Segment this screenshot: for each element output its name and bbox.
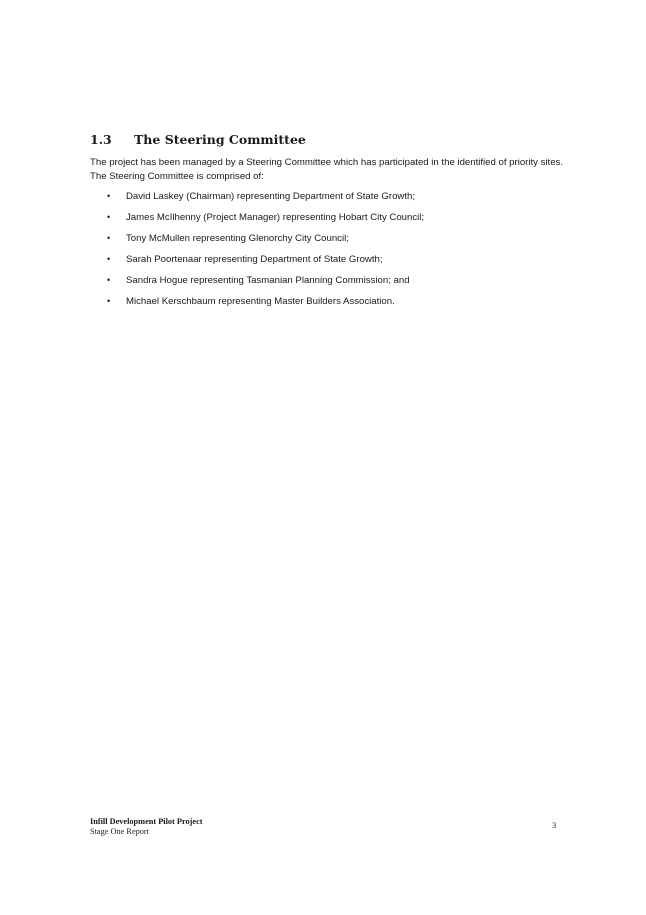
member-text: James McIlhenny (Project Manager) representing Hobart City Council; [126, 212, 425, 223]
list-item [90, 186, 570, 207]
intro-paragraph [90, 156, 570, 183]
intro-line-2: The Steering Committee is comprised of: [90, 170, 264, 182]
bullet-icon: • [107, 212, 111, 222]
section-title: The Steering Committee [134, 132, 306, 147]
list-item [90, 249, 570, 270]
bullet-icon: • [107, 191, 111, 201]
member-text: Sandra Hogue representing Tasmanian Planning Commission; and [126, 275, 410, 286]
bullet-icon: • [107, 296, 111, 306]
bullet-icon: • [107, 254, 111, 264]
member-text: Sarah Poortenaar representing Department of State Growth; [126, 254, 383, 265]
member-text: David Laskey (Chairman) representing Department of State Growth; [126, 191, 416, 202]
member-text: Michael Kerschbaum representing Master Builders Association. [126, 296, 395, 307]
section-heading [90, 132, 306, 147]
section-number: 1.3 [90, 132, 112, 147]
bullet-icon: • [107, 275, 111, 285]
member-text: Tony McMullen representing Glenorchy City Council; [126, 233, 349, 244]
list-item [90, 270, 570, 291]
page-footer [90, 817, 203, 837]
bullet-icon: • [107, 233, 111, 243]
list-item [90, 207, 570, 228]
footer-subtitle: Stage One Report [90, 827, 149, 836]
page-number: 3 [552, 820, 557, 830]
committee-member-list [90, 186, 570, 312]
intro-line-1: The project has been managed by a Steering Committee which has participated in the identified of priority sites. [90, 157, 564, 168]
list-item [90, 228, 570, 249]
footer-title: Infill Development Pilot Project [90, 817, 203, 826]
list-item [90, 291, 570, 312]
